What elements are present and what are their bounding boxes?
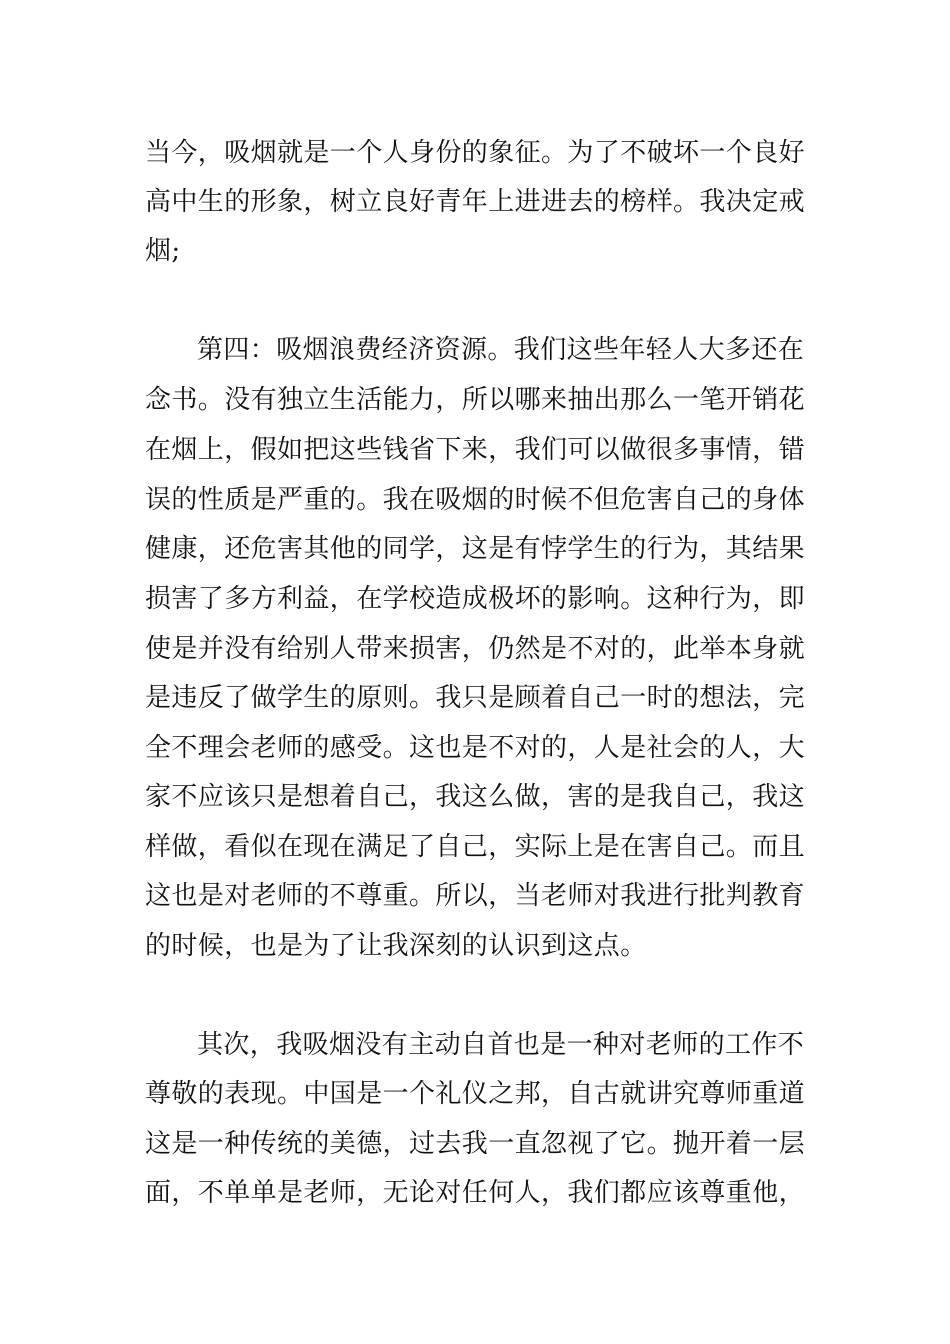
paragraph-3-line-1: 其次，我吸烟没有主动自首也是一种对老师的工作不 [197,1030,805,1060]
paragraph-3-line-3: 这是一种传统的美德，过去我一直忽视了它。抛开着一层 [145,1129,806,1159]
paragraph-1-line-3: 烟; [145,236,181,266]
paragraph-3-line-2: 尊敬的表现。中国是一个礼仪之邦，自古就讲究尊师重道 [145,1079,806,1109]
paragraph-2-line-12: 这也是对老师的不尊重。所以，当老师对我进行批判教育 [145,881,806,911]
paragraph-2-line-13: 的时候，也是为了让我深刻的认识到这点。 [145,931,647,961]
paragraph-2-line-3: 在烟上，假如把这些钱省下来，我们可以做很多事情，错 [145,435,806,465]
paragraph-2-line-7: 使是并没有给别人带来损害，仍然是不对的，此举本身就 [145,634,806,664]
paragraph-2-line-8: 是违反了做学生的原则。我只是顾着自己一时的想法，完 [145,683,806,713]
paragraph-2-line-4: 误的性质是严重的。我在吸烟的时候不但危害自己的身体 [145,485,806,515]
paragraph-2-line-1: 第四：吸烟浪费经济资源。我们这些年轻人大多还在 [197,335,805,365]
paragraph-2-line-2: 念书。没有独立生活能力，所以哪来抽出那么一笔开销花 [145,385,806,415]
paragraph-2-line-11: 样做，看似在现在满足了自己，实际上是在害自己。而且 [145,832,806,862]
paragraph-2-line-5: 健康，还危害其他的同学，这是有悖学生的行为，其结果 [145,534,806,564]
paragraph-1-line-2: 高中生的形象，树立良好青年上进进去的榜样。我决定戒 [145,187,806,217]
paragraph-2-line-6: 损害了多方利益，在学校造成极坏的影响。这种行为，即 [145,584,806,614]
paragraph-3-line-4: 面，不单单是老师，无论对任何人，我们都应该尊重他， [145,1178,806,1208]
paragraph-1-line-1: 当今，吸烟就是一个人身份的象征。为了不破坏一个良好 [145,138,806,168]
paragraph-2-line-9: 全不理会老师的感受。这也是不对的，人是社会的人，大 [145,733,806,763]
paragraph-2-line-10: 家不应该只是想着自己，我这么做，害的是我自己，我这 [145,782,806,812]
